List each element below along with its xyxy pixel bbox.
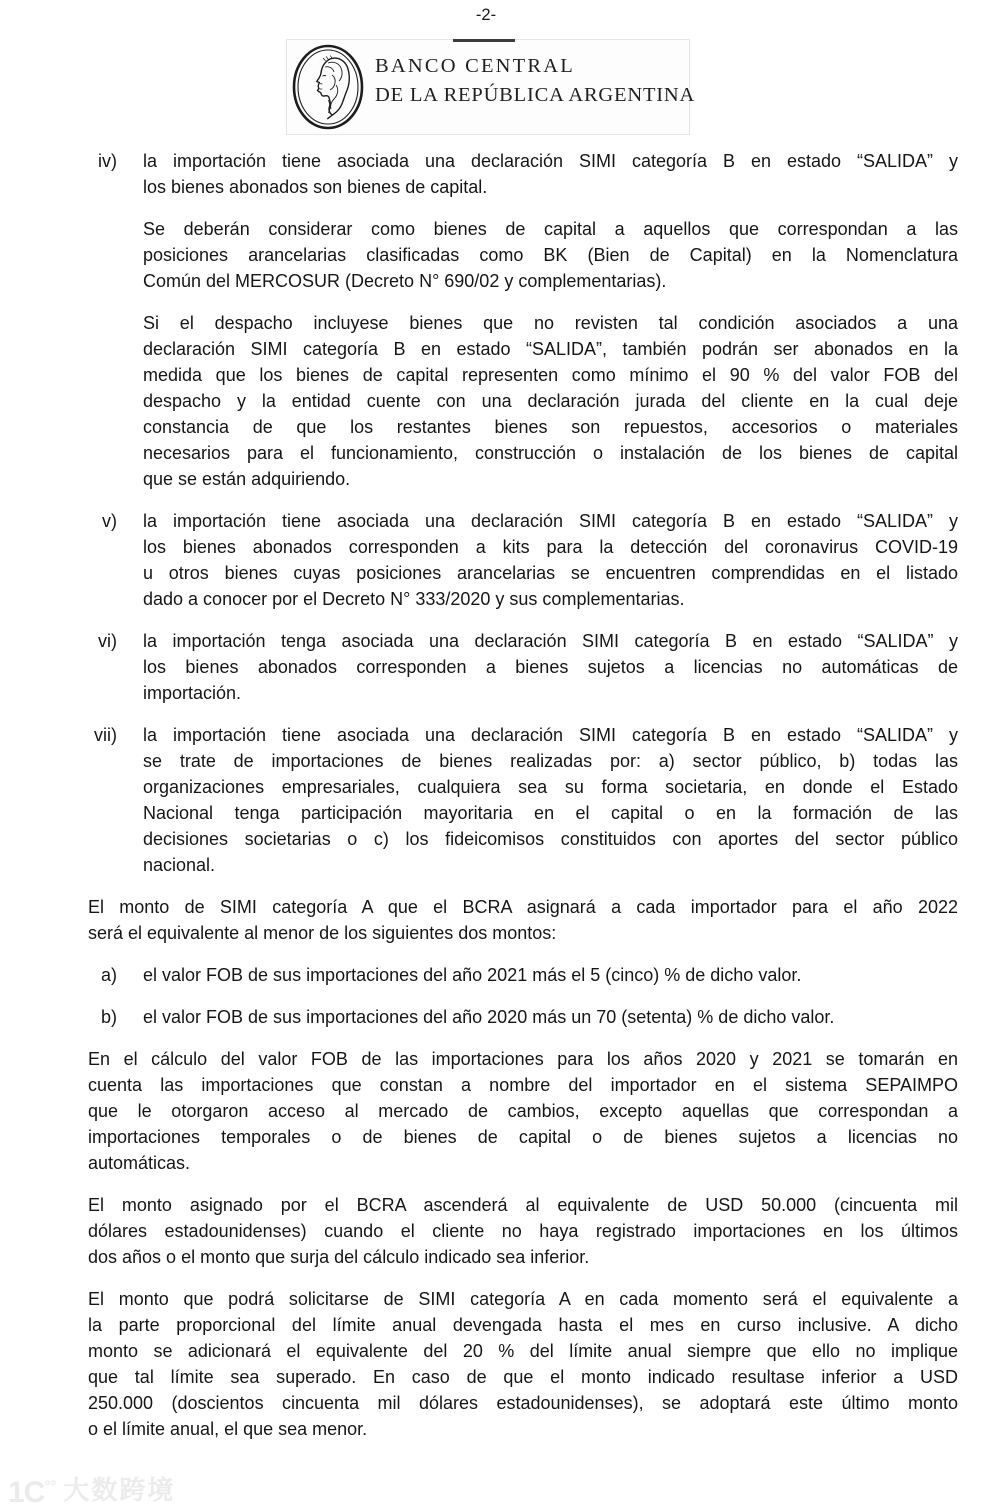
bcra-logo <box>287 40 696 134</box>
list-item-b <box>88 1004 958 1030</box>
list-marker: a) <box>100 965 117 985</box>
list-item-iv <box>88 148 958 200</box>
paragraph-monto-simi-a: El monto de SIMI categoría A que el BCRA asignará a cada importador para el año 2022 será el equivalente al menor de los siguientes dos montos: <box>88 897 958 943</box>
list-item-v <box>88 508 958 612</box>
scan-artifact-line <box>453 39 515 42</box>
paragraph-monto-solicitable: El monto que podrá solicitarse de SIMI categoría A en cada momento será el equivalente a la parte proporcional del límite anual devengada hasta el mes en curso inclusive. A dicho monto se adicionará el equivalente del 20 % del límite anual siempre que ello no implique que tal límite sea superado. En caso de que el monto indicado resultase inferior a USD 250.000 (doscientos cincuenta mil dólares estadounidenses), se adoptará este último monto o el límite anual, el que sea menor. <box>88 1289 958 1439</box>
watermark-logo-icon: 1C°° <box>8 1476 57 1509</box>
list-item-text: la importación tiene asociada una declaración SIMI categoría B en estado “SALIDA” y se trate de importaciones de bienes realizadas por: a) sector público, b) todas las organizaciones empresariales, cualquiera sea su forma societaria, en donde el Estado Nacional tenga participación mayoritaria en el capital o en la formación de las decisiones societarias o c) los fideicomisos constituidos con aportes del sector público nacional. <box>143 725 958 875</box>
bank-name-line2: DE LA REPÚBLICA ARGENTINA <box>375 84 696 106</box>
page-number: -2- <box>475 6 497 24</box>
list-marker: vii) <box>94 725 117 745</box>
list-item-vii <box>88 722 958 878</box>
list-marker: vi) <box>98 631 117 651</box>
list-item-text: la importación tenga asociada una declaración SIMI categoría B en estado “SALIDA” y los bienes abonados corresponden a bienes sujetos a licencias no automáticas de importación. <box>143 631 958 703</box>
list-item-text: el valor FOB de sus importaciones del año 2020 más un 70 (setenta) % de dicho valor. <box>143 1007 835 1027</box>
sub-paragraph-bienes-capital: Se deberán considerar como bienes de capital a aquellos que correspondan a las posiciones arancelarias clasificadas como BK (Bien de Capital) en la Nomenclatura Común del MERCOSUR (Decreto N° 690/02 y complementarias). <box>143 219 958 291</box>
bank-name-line1: BANCO CENTRAL <box>375 55 576 77</box>
list-item-text: la importación tiene asociada una declaración SIMI categoría B en estado “SALIDA” y los bienes abonados son bienes de capital. <box>143 151 958 197</box>
list-item-a <box>88 962 958 988</box>
list-marker: b) <box>100 1007 117 1027</box>
list-item-text: la importación tiene asociada una declaración SIMI categoría B en estado “SALIDA” y los bienes abonados corresponden a kits para la detección del coronavirus COVID-19 u otros bienes cuyas posiciones arancelarias se encuentren comprendidas en el listado dado a conocer por el Decreto N° 333/2020 y sus complementarias. <box>143 511 958 609</box>
paragraph-calculo-fob: En el cálculo del valor FOB de las importaciones para los años 2020 y 2021 se tomarán en cuenta las importaciones que constan a nombre del importador en el sistema SEPAIMPO que le otorgaron acceso al mercado de cambios, excepto aquellas que correspondan a importaciones temporales o de bienes de capital o de bienes sujetos a licencias no automáticas. <box>88 1049 958 1173</box>
bank-name <box>375 55 695 107</box>
sub-paragraph-despacho: Si el despacho incluyese bienes que no revisten tal condición asociados a una declaración SIMI categoría B en estado “SALIDA”, también podrán ser abonados en la medida que los bienes de capital representen como mínimo el 90 % del valor FOB del despacho y la entidad cuente con una declaración jurada del cliente en la cual deje constancia de que los restantes bienes son repuestos, accesorios o materiales necesarios para el funcionamiento, construcción o instalación de los bienes de capital que se están adquiriendo. <box>143 313 958 489</box>
list-marker: iv) <box>98 151 117 171</box>
paragraph-monto-asignado: El monto asignado por el BCRA ascenderá al equivalente de USD 50.000 (cincuenta mil dólares estadounidenses) cuando el cliente no haya registrado importaciones en los últimos dos años o el monto que surja del cálculo indicado sea inferior. <box>88 1195 958 1267</box>
watermark <box>8 1472 175 1508</box>
watermark-text: 大数跨境 <box>63 1475 176 1505</box>
list-marker: v) <box>102 511 117 531</box>
list-item-vi <box>88 628 958 706</box>
document-body <box>88 148 958 1458</box>
list-item-text: el valor FOB de sus importaciones del año 2021 más el 5 (cinco) % de dicho valor. <box>143 965 802 985</box>
liberty-head-emblem-icon <box>292 44 364 130</box>
